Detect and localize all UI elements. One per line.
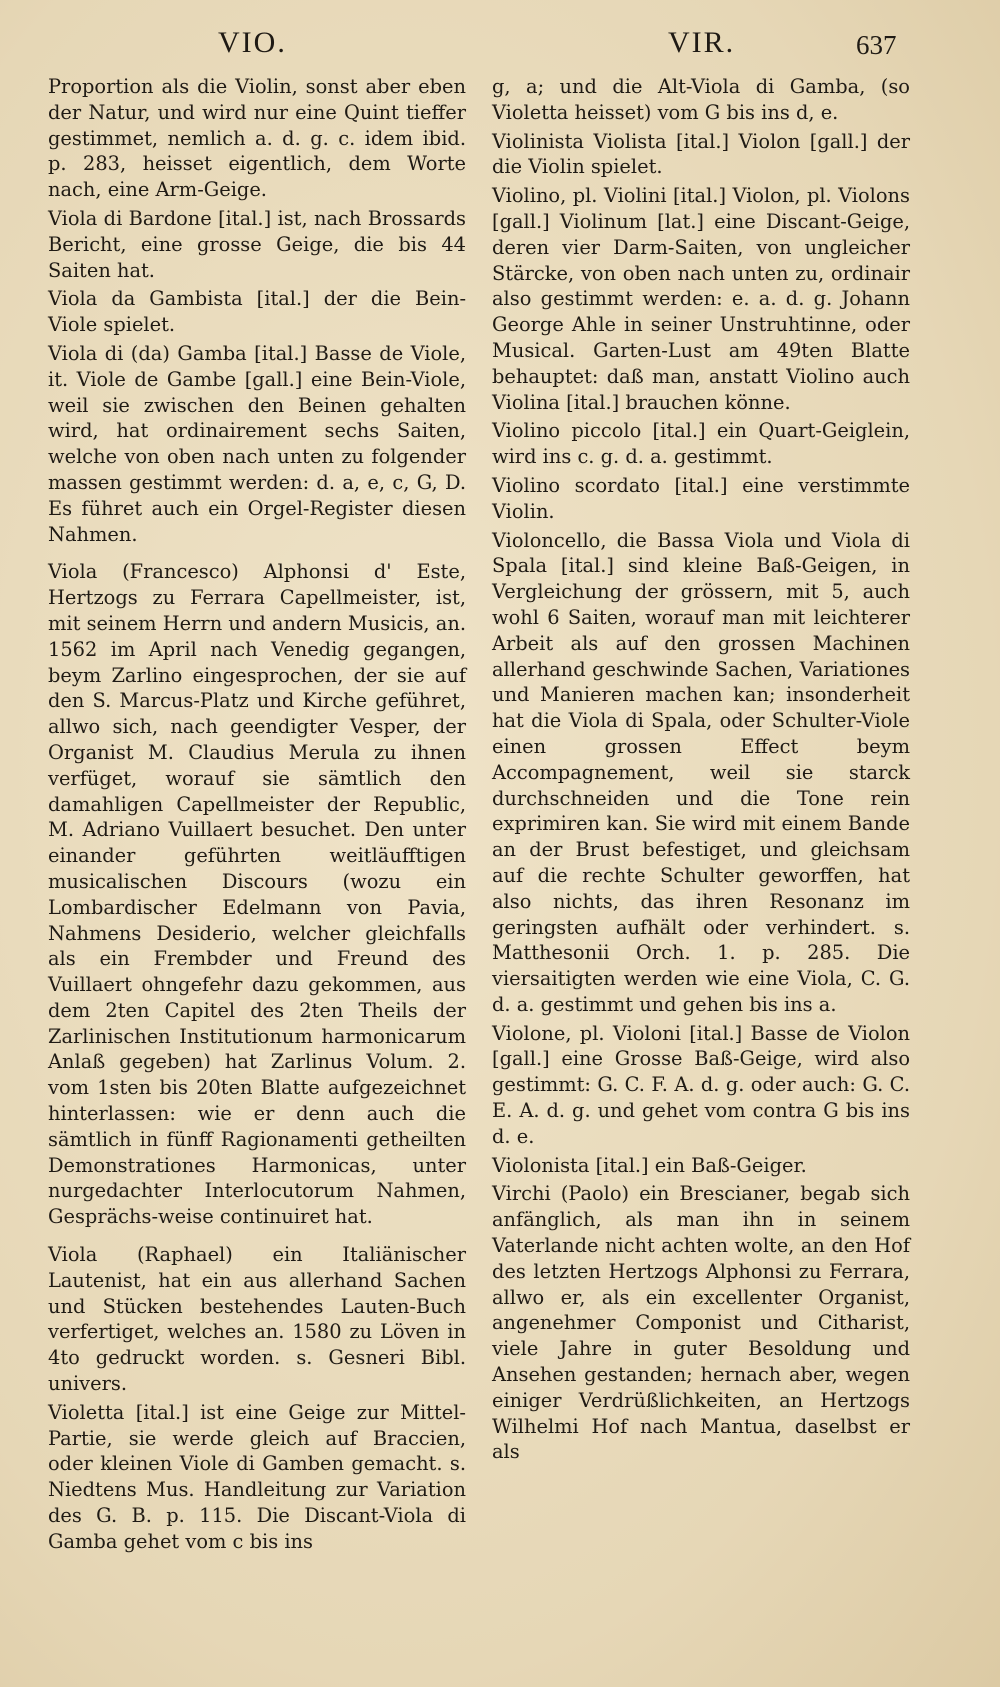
entry-violonista: [492, 1153, 910, 1179]
entry-viola-di-bardone: [48, 206, 473, 283]
entry-viola-raphael: [48, 1242, 473, 1397]
entry-text: Violone, pl. Violoni [ital.] Basse de Violon [gall.] eine Grosse Baß-Geige, wird also gestimmt: G. C. F. A. d. g. oder auch: G. C. E. A. d. g. und gehet vom contra G bis ins d. e.: [492, 1021, 917, 1148]
entry-violoncello: [492, 528, 917, 1018]
entry-viola-da-gambista: [48, 286, 466, 338]
entry-virchi: [492, 1181, 917, 1465]
entry-viola-di-gamba: [48, 341, 473, 547]
page-header: [0, 22, 1000, 72]
entry-text: Violonista [ital.] ein Baß-Geiger.: [492, 1153, 807, 1177]
entry-text: Violinista Violista [ital.] Violon [gall.] der die Violin spielet.: [492, 129, 917, 179]
entry-violetta: [48, 1400, 473, 1555]
entry-violino: [492, 183, 917, 415]
entry-text: Viola da Gambista [ital.] der die Bein-Viole spielet.: [48, 287, 466, 337]
entry-violino-scordato: [492, 473, 917, 525]
entry-text: Viola di (da) Gamba [ital.] Basse de Viole, it. Viole de Gambe [gall.] eine Bein-Viole, weil sie zwischen den Beinen gehalten wird, hat ordinairement sechs Saiten, welche von oben nach unten zu folgender massen gestimmt werden: d. a, e, c, G, D. Es führet auch ein Orgel-Register diesen Nahmen.: [48, 341, 473, 546]
entry-text: Violoncello, die Bassa Viola und Viola di Spala [ital.] sind kleine Baß-Geigen, in Vergleichung der grössern, mit 5, auch wohl 6 Saiten, worauf man mit leichterer Arbeit als auf den grossen Machinen allerhand geschwinde Sachen, Variationes und Manieren machen kan; insonderheit hat die Viola di Spala, oder Schulter-Viole einen grossen Effect beym Accompagnement, weil sie starck durchschneiden und die Tone rein exprimiren kan. Sie wird mit einem Bande an der Brust befestiget, und gleichsam auf die rechte Schulter geworffen, hat also nichts, das ihren Resonanz im geringsten aufhält oder verhindert. s. Matthesonii Orch. 1. p. 285. Die viersaitigten werden wie eine Viola, C. G. d. a. gestimmt und gehen bis ins a.: [492, 528, 917, 1016]
entry-continuation: [48, 74, 473, 203]
entry-viola-francesco: [48, 559, 473, 1230]
entry-text: Proportion als die Violin, sonst aber eben der Natur, und wird nur eine Quint tieffer gestimmet, nemlich a. d. g. c. idem ibid. p. 283, heisset eigentlich, dem Worte nach, eine Arm-Geige.: [48, 75, 473, 202]
left-column: [48, 74, 473, 1558]
entry-text: Virchi (Paolo) ein Brescianer, begab sich anfänglich, als man ihn in seinem Vaterlande nicht achten wolte, an den Hof des letzten Hertzogs Alphonsi zu Ferrara, allwo er, als ein excellenter Organist, angenehmer Componist und Citharist, viele Jahre in guter Besoldung und Ansehen gestanden; hernach aber, wegen einiger Verdrüßlichkeiten, an Hertzogs Wilhelmi Hof nach Mantua, daselbst er als: [492, 1182, 917, 1464]
entry-text: Violetta [ital.] ist eine Geige zur Mittel-Partie, sie werde gleich auf Braccien, oder kleinen Viole di Gamben gemacht. s. Niedtens Mus. Handleitung zur Variation des G. B. p. 115. Die Discant-Viola di Gamba gehet vom c bis ins: [48, 1400, 473, 1553]
entry-text: Violino piccolo [ital.] ein Quart-Geiglein, wird ins c. g. d. a. gestimmt.: [492, 419, 917, 469]
right-column: [492, 74, 917, 1468]
entry-text: Violino, pl. Violini [ital.] Violon, pl. Violons [gall.] Violinum [lat.] eine Discant-Geige, deren vier Darm-Saiten, von ungleicher Stärcke, von oben nach unten zu, ordinair also gestimmt werden: e. a. d. g. Johann George Ahle in seiner Unstruhtinne, oder Musical. Garten-Lust am 49ten Blatte behauptet: daß man, anstatt Violino auch Violina [ital.] brauchen könne.: [492, 184, 917, 414]
entry-text: Viola (Raphael) ein Italiänischer Lautenist, hat ein aus allerhand Sachen und Stücken bestehendes Lauten-Buch verfertiget, welches an. 1580 zu Löven in 4to gedruckt worden. s. Gesneri Bibl. univers.: [48, 1243, 473, 1396]
right-running-head: VIR.: [668, 26, 736, 59]
entry-text: Violino scordato [ital.] eine verstimmte Violin.: [492, 473, 917, 523]
left-running-head: VIO.: [218, 26, 287, 59]
entry-text: g, a; und die Alt-Viola di Gamba, (so Violetta heisset) vom G bis ins d, e.: [492, 75, 917, 124]
entry-violinista: [492, 129, 917, 181]
entry-text: Viola di Bardone [ital.] ist, nach Brossards Bericht, eine grosse Geige, die bis 44 Saiten hat.: [48, 206, 473, 282]
entry-text: Viola (Francesco) Alphonsi d' Este, Hertzogs zu Ferrara Capellmeister, ist, mit seinem Herrn und andern Musicis, an. 1562 im April nach Venedig gegangen, beym Zarlino eingesprochen, der sie auf den S. Marcus-Platz und Kirche geführet, allwo sich, nach geendigter Vesper, der Organist M. Claudius Merula zu ihnen verfüget, worauf sie sämtlich den damahligen Capellmeister der Republic, M. Adriano Vuillaert besuchet. Den unter einander geführten weitläufftigen musicalischen Discours (wozu ein Lombardischer Edelmann von Pavia, Nahmens Desiderio, welcher gleichfalls als ein Frembder und Freund des Vuillaert ohngefehr dazu gekommen, aus dem 2ten Capitel des 2ten Theils der Zarlinischen Institutionum harmonicarum Anlaß gegeben) hat Zarlinus Volum. 2. vom 1sten bis 20ten Blatte aufgezeichnet hinterlassen: wie er denn auch die sämtlich in fünff Ragionamenti getheilten Demonstrationes Harmonicas, unter nurgedachter Interlocutorum Nahmen, Gesprächs-weise continuiret hat.: [48, 560, 473, 1229]
entry-violino-piccolo: [492, 418, 917, 470]
entry-violone: [492, 1021, 917, 1150]
page-number: 637: [856, 30, 897, 60]
entry-continuation: [492, 74, 917, 126]
